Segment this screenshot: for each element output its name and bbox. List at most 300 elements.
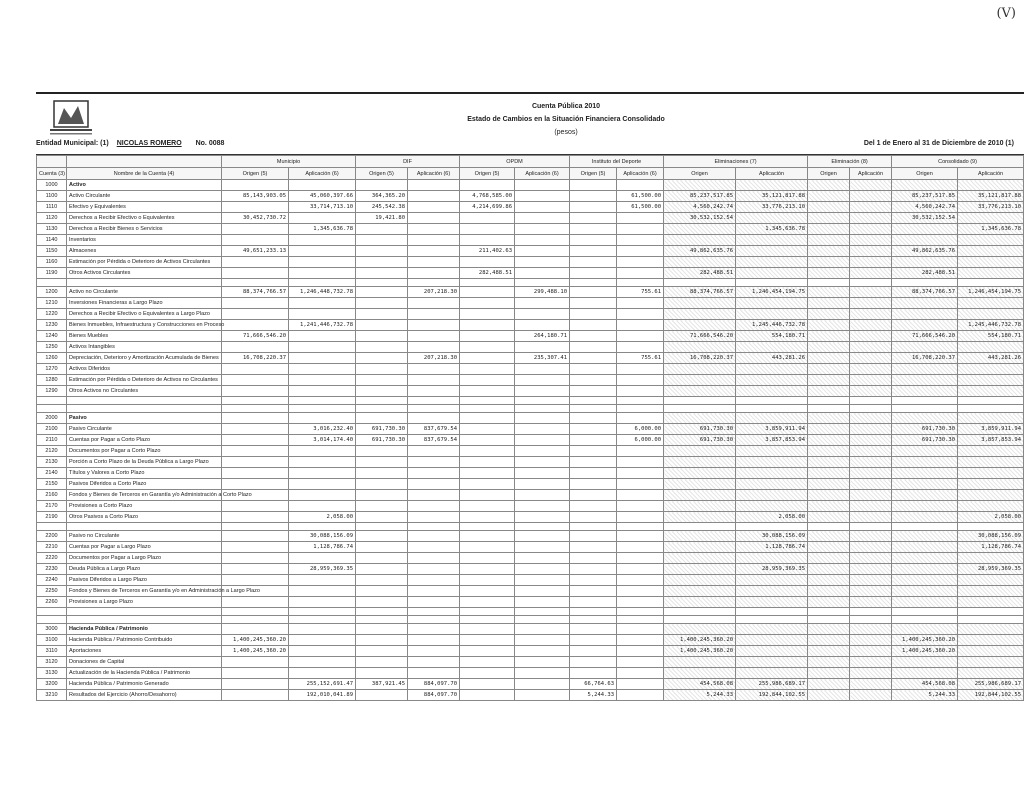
account-code: 1190 — [37, 268, 67, 279]
amount-cell — [958, 213, 1024, 224]
account-name: Depreciación, Deterioro y Amortización Acumulada de Bienes — [67, 353, 222, 364]
amount-cell — [850, 597, 892, 608]
amount-cell — [808, 375, 850, 386]
report-unit: (pesos) — [554, 129, 578, 136]
amount-cell: 837,679.54 — [408, 435, 460, 446]
account-code: 1160 — [37, 257, 67, 268]
account-code: 3130 — [37, 668, 67, 679]
amount-cell — [617, 446, 664, 457]
table-row — [37, 624, 1024, 635]
amount-cell — [222, 224, 289, 235]
amount-cell — [408, 235, 460, 246]
empty-cell — [958, 279, 1024, 287]
column-group-header: OPDM — [460, 156, 570, 168]
amount-cell — [664, 375, 736, 386]
empty-cell — [356, 405, 408, 413]
amount-cell — [892, 257, 958, 268]
amount-cell: 66,764.63 — [570, 679, 617, 690]
account-name: Provisiones a Corto Plazo — [67, 501, 222, 512]
amount-cell: 1,345,636.78 — [958, 224, 1024, 235]
amount-cell — [958, 268, 1024, 279]
amount-cell — [515, 457, 570, 468]
amount-cell — [356, 468, 408, 479]
amount-cell: 1,400,245,360.20 — [664, 635, 736, 646]
amount-cell — [408, 309, 460, 320]
account-code: 2160 — [37, 490, 67, 501]
amount-cell: 255,986,689.17 — [736, 679, 808, 690]
amount-cell — [850, 180, 892, 191]
amount-cell: 88,374,766.57 — [222, 287, 289, 298]
amount-cell — [892, 597, 958, 608]
amount-cell — [736, 624, 808, 635]
column-header: Origen — [664, 168, 736, 180]
amount-cell — [515, 246, 570, 257]
empty-cell — [617, 616, 664, 624]
amount-cell — [808, 457, 850, 468]
table-row — [37, 564, 1024, 575]
amount-cell — [736, 386, 808, 397]
amount-cell: 49,862,635.76 — [664, 246, 736, 257]
amount-cell — [808, 342, 850, 353]
amount-cell — [664, 413, 736, 424]
amount-cell — [408, 512, 460, 523]
table-row — [37, 342, 1024, 353]
amount-cell — [460, 287, 515, 298]
amount-cell — [958, 575, 1024, 586]
amount-cell: 1,241,446,732.78 — [289, 320, 356, 331]
amount-cell — [356, 542, 408, 553]
empty-cell — [408, 405, 460, 413]
amount-cell — [356, 668, 408, 679]
empty-cell — [222, 397, 289, 405]
amount-cell: 1,400,245,360.20 — [892, 646, 958, 657]
table-row — [37, 268, 1024, 279]
empty-cell — [67, 279, 222, 287]
account-code: 3110 — [37, 646, 67, 657]
amount-cell — [289, 657, 356, 668]
amount-cell — [356, 375, 408, 386]
amount-cell — [808, 586, 850, 597]
account-code: 2240 — [37, 575, 67, 586]
amount-cell — [222, 257, 289, 268]
amount-cell — [958, 375, 1024, 386]
amount-cell: 6,000.00 — [617, 435, 664, 446]
amount-cell — [460, 501, 515, 512]
amount-cell — [617, 246, 664, 257]
table-row — [37, 446, 1024, 457]
amount-cell — [808, 287, 850, 298]
table-row — [37, 553, 1024, 564]
page-mark: (V) — [996, 6, 1016, 21]
amount-cell: 19,421.80 — [356, 213, 408, 224]
amount-cell — [617, 679, 664, 690]
amount-cell: 28,959,369.35 — [289, 564, 356, 575]
table-row — [37, 490, 1024, 501]
amount-cell — [850, 375, 892, 386]
amount-cell: 1,345,636.78 — [289, 224, 356, 235]
amount-cell — [570, 375, 617, 386]
amount-cell — [617, 542, 664, 553]
empty-cell — [67, 397, 222, 405]
amount-cell: 1,400,245,360.20 — [664, 646, 736, 657]
amount-cell — [892, 575, 958, 586]
amount-cell — [356, 413, 408, 424]
amount-cell — [408, 298, 460, 309]
amount-cell — [515, 679, 570, 690]
spacer-row — [37, 616, 1024, 624]
amount-cell — [356, 298, 408, 309]
amount-cell — [570, 287, 617, 298]
amount-cell — [408, 446, 460, 457]
amount-cell — [958, 246, 1024, 257]
amount-cell — [736, 501, 808, 512]
amount-cell — [222, 364, 289, 375]
amount-cell — [617, 331, 664, 342]
amount-cell — [356, 501, 408, 512]
amount-cell — [617, 531, 664, 542]
account-code: 2200 — [37, 531, 67, 542]
amount-cell — [356, 531, 408, 542]
amount-cell — [664, 180, 736, 191]
empty-cell — [222, 279, 289, 287]
amount-cell — [222, 435, 289, 446]
amount-cell — [515, 298, 570, 309]
amount-cell — [570, 635, 617, 646]
column-group-header — [67, 156, 222, 168]
amount-cell — [958, 457, 1024, 468]
amount-cell — [460, 512, 515, 523]
amount-cell — [617, 586, 664, 597]
amount-cell: 884,097.70 — [408, 679, 460, 690]
amount-cell: 2,058.00 — [289, 512, 356, 523]
amount-cell — [408, 646, 460, 657]
amount-cell — [958, 309, 1024, 320]
amount-cell — [808, 679, 850, 690]
amount-cell — [460, 435, 515, 446]
table-row — [37, 180, 1024, 191]
amount-cell — [850, 635, 892, 646]
amount-cell — [808, 435, 850, 446]
amount-cell — [850, 213, 892, 224]
empty-cell — [570, 616, 617, 624]
amount-cell — [570, 479, 617, 490]
column-group-header: Instituto del Deporte — [570, 156, 664, 168]
amount-cell — [408, 657, 460, 668]
account-code: 3100 — [37, 635, 67, 646]
amount-cell — [515, 257, 570, 268]
amount-cell — [515, 435, 570, 446]
amount-cell — [515, 624, 570, 635]
table-row — [37, 331, 1024, 342]
amount-cell — [408, 542, 460, 553]
amount-cell — [617, 298, 664, 309]
empty-cell — [664, 608, 736, 616]
account-code: 2150 — [37, 479, 67, 490]
account-code: 2230 — [37, 564, 67, 575]
amount-cell — [356, 479, 408, 490]
amount-cell — [289, 213, 356, 224]
amount-cell — [850, 202, 892, 213]
amount-cell — [515, 191, 570, 202]
amount-cell — [664, 624, 736, 635]
amount-cell — [515, 424, 570, 435]
amount-cell — [570, 586, 617, 597]
amount-cell — [460, 657, 515, 668]
table-row — [37, 191, 1024, 202]
amount-cell — [515, 342, 570, 353]
amount-cell — [570, 191, 617, 202]
amount-cell — [958, 646, 1024, 657]
amount-cell — [850, 191, 892, 202]
empty-cell — [958, 405, 1024, 413]
amount-cell — [892, 386, 958, 397]
account-code: 2110 — [37, 435, 67, 446]
amount-cell — [222, 690, 289, 701]
amount-cell — [570, 331, 617, 342]
amount-cell — [958, 479, 1024, 490]
amount-cell: 245,542.38 — [356, 202, 408, 213]
table-row — [37, 202, 1024, 213]
entity-label: Entidad Municipal: (1) — [36, 140, 109, 147]
empty-cell — [37, 523, 67, 531]
amount-cell — [850, 624, 892, 635]
statement-sheet — [36, 92, 1024, 732]
amount-cell — [570, 235, 617, 246]
account-name: Deuda Pública a Largo Plazo — [67, 564, 222, 575]
amount-cell — [515, 490, 570, 501]
amount-cell — [958, 235, 1024, 246]
amount-cell: 691,730.30 — [356, 435, 408, 446]
empty-cell — [850, 523, 892, 531]
amount-cell — [664, 298, 736, 309]
empty-cell — [356, 616, 408, 624]
amount-cell — [850, 501, 892, 512]
amount-cell — [617, 180, 664, 191]
amount-cell — [736, 364, 808, 375]
amount-cell — [460, 690, 515, 701]
amount-cell: 30,532,152.54 — [664, 213, 736, 224]
column-header: Nombre de la Cuenta (4) — [67, 168, 222, 180]
amount-cell — [356, 257, 408, 268]
empty-cell — [958, 608, 1024, 616]
amount-cell — [850, 309, 892, 320]
amount-cell — [222, 575, 289, 586]
amount-cell — [289, 353, 356, 364]
account-code: 1110 — [37, 202, 67, 213]
amount-cell — [570, 257, 617, 268]
amount-cell — [515, 542, 570, 553]
amount-cell — [617, 635, 664, 646]
amount-cell — [808, 224, 850, 235]
amount-cell — [736, 553, 808, 564]
amount-cell: 443,281.26 — [958, 353, 1024, 364]
amount-cell — [289, 246, 356, 257]
table-row — [37, 501, 1024, 512]
entity-name: NICOLAS ROMERO — [116, 140, 182, 147]
empty-cell — [460, 616, 515, 624]
account-name: Fondos y Bienes de Terceros en Garantía y/o en Administración a Largo Plazo — [67, 586, 222, 597]
amount-cell — [570, 553, 617, 564]
empty-cell — [515, 616, 570, 624]
amount-cell — [850, 246, 892, 257]
amount-cell — [617, 564, 664, 575]
account-code: 3000 — [37, 624, 67, 635]
empty-cell — [408, 616, 460, 624]
amount-cell — [664, 224, 736, 235]
amount-cell: 1,245,446,732.78 — [736, 320, 808, 331]
empty-cell — [808, 608, 850, 616]
amount-cell — [289, 597, 356, 608]
amount-cell — [850, 235, 892, 246]
amount-cell: 3,016,232.40 — [289, 424, 356, 435]
table-row — [37, 298, 1024, 309]
amount-cell — [289, 575, 356, 586]
account-name: Activo Circulante — [67, 191, 222, 202]
amount-cell — [570, 457, 617, 468]
table-row — [37, 668, 1024, 679]
spacer-row — [37, 523, 1024, 531]
amount-cell: 454,568.08 — [664, 679, 736, 690]
amount-cell — [664, 490, 736, 501]
amount-cell — [356, 342, 408, 353]
empty-cell — [736, 279, 808, 287]
empty-cell — [515, 397, 570, 405]
amount-cell: 30,088,156.09 — [736, 531, 808, 542]
empty-cell — [850, 279, 892, 287]
empty-cell — [570, 397, 617, 405]
amount-cell — [664, 235, 736, 246]
account-code: 3120 — [37, 657, 67, 668]
amount-cell — [356, 564, 408, 575]
amount-cell: 691,730.30 — [892, 424, 958, 435]
amount-cell — [617, 386, 664, 397]
amount-cell — [515, 668, 570, 679]
amount-cell — [289, 501, 356, 512]
amount-cell — [222, 309, 289, 320]
empty-cell — [808, 616, 850, 624]
amount-cell — [850, 586, 892, 597]
column-group-header: Consolidado (9) — [892, 156, 1024, 168]
column-header: Origen (5) — [460, 168, 515, 180]
amount-cell — [570, 386, 617, 397]
amount-cell — [850, 413, 892, 424]
amount-cell — [892, 413, 958, 424]
empty-cell — [37, 608, 67, 616]
amount-cell — [808, 268, 850, 279]
empty-cell — [736, 608, 808, 616]
table-row — [37, 575, 1024, 586]
amount-cell — [515, 364, 570, 375]
amount-cell — [408, 479, 460, 490]
amount-cell: 4,560,242.74 — [892, 202, 958, 213]
amount-cell: 6,000.00 — [617, 424, 664, 435]
amount-cell — [808, 646, 850, 657]
amount-cell — [617, 512, 664, 523]
amount-cell — [808, 298, 850, 309]
empty-cell — [664, 397, 736, 405]
amount-cell: 5,244.33 — [664, 690, 736, 701]
amount-cell — [892, 446, 958, 457]
amount-cell: 3,857,853.94 — [736, 435, 808, 446]
amount-cell: 16,708,220.37 — [222, 353, 289, 364]
amount-cell — [408, 635, 460, 646]
amount-cell — [356, 364, 408, 375]
table-row — [37, 479, 1024, 490]
table-row — [37, 646, 1024, 657]
amount-cell — [808, 490, 850, 501]
amount-cell — [460, 180, 515, 191]
column-header: Origen (5) — [570, 168, 617, 180]
amount-cell: 1,246,448,732.78 — [289, 287, 356, 298]
amount-cell: 61,500.00 — [617, 202, 664, 213]
amount-cell — [408, 668, 460, 679]
amount-cell — [850, 668, 892, 679]
amount-cell — [222, 597, 289, 608]
amount-cell — [570, 413, 617, 424]
amount-cell — [570, 309, 617, 320]
amount-cell — [892, 235, 958, 246]
empty-cell — [515, 608, 570, 616]
statement-table-wrapper — [36, 154, 1024, 733]
account-name: Activos Diferidos — [67, 364, 222, 375]
amount-cell — [736, 575, 808, 586]
amount-cell: 255,152,691.47 — [289, 679, 356, 690]
amount-cell: 1,246,454,194.75 — [958, 287, 1024, 298]
amount-cell: 88,374,766.57 — [664, 287, 736, 298]
amount-cell — [460, 446, 515, 457]
column-header: Origen — [808, 168, 850, 180]
amount-cell — [617, 690, 664, 701]
amount-cell — [515, 635, 570, 646]
amount-cell: 2,058.00 — [736, 512, 808, 523]
period-label: Del 1 de Enero al 31 de Diciembre de 2010 (1) — [863, 140, 1014, 147]
amount-cell: 85,237,517.85 — [892, 191, 958, 202]
amount-cell — [808, 235, 850, 246]
account-code: 2130 — [37, 457, 67, 468]
amount-cell — [408, 180, 460, 191]
report-title: Cuenta Pública 2010 — [531, 103, 601, 110]
amount-cell — [617, 575, 664, 586]
amount-cell — [515, 479, 570, 490]
amount-cell — [222, 298, 289, 309]
account-code: 1290 — [37, 386, 67, 397]
amount-cell — [664, 531, 736, 542]
amount-cell — [515, 386, 570, 397]
account-code: 2140 — [37, 468, 67, 479]
amount-cell — [289, 331, 356, 342]
amount-cell — [222, 657, 289, 668]
amount-cell — [222, 679, 289, 690]
amount-cell — [570, 564, 617, 575]
amount-cell — [515, 213, 570, 224]
amount-cell — [289, 586, 356, 597]
amount-cell — [460, 298, 515, 309]
amount-cell — [408, 575, 460, 586]
amount-cell — [222, 531, 289, 542]
amount-cell: 3,014,174.40 — [289, 435, 356, 446]
amount-cell — [664, 564, 736, 575]
empty-cell — [222, 616, 289, 624]
amount-cell — [222, 342, 289, 353]
empty-cell — [37, 405, 67, 413]
amount-cell — [356, 224, 408, 235]
amount-cell — [808, 213, 850, 224]
amount-cell — [664, 553, 736, 564]
empty-cell — [515, 279, 570, 287]
amount-cell: 30,452,730.72 — [222, 213, 289, 224]
amount-cell — [736, 657, 808, 668]
amount-cell — [958, 635, 1024, 646]
